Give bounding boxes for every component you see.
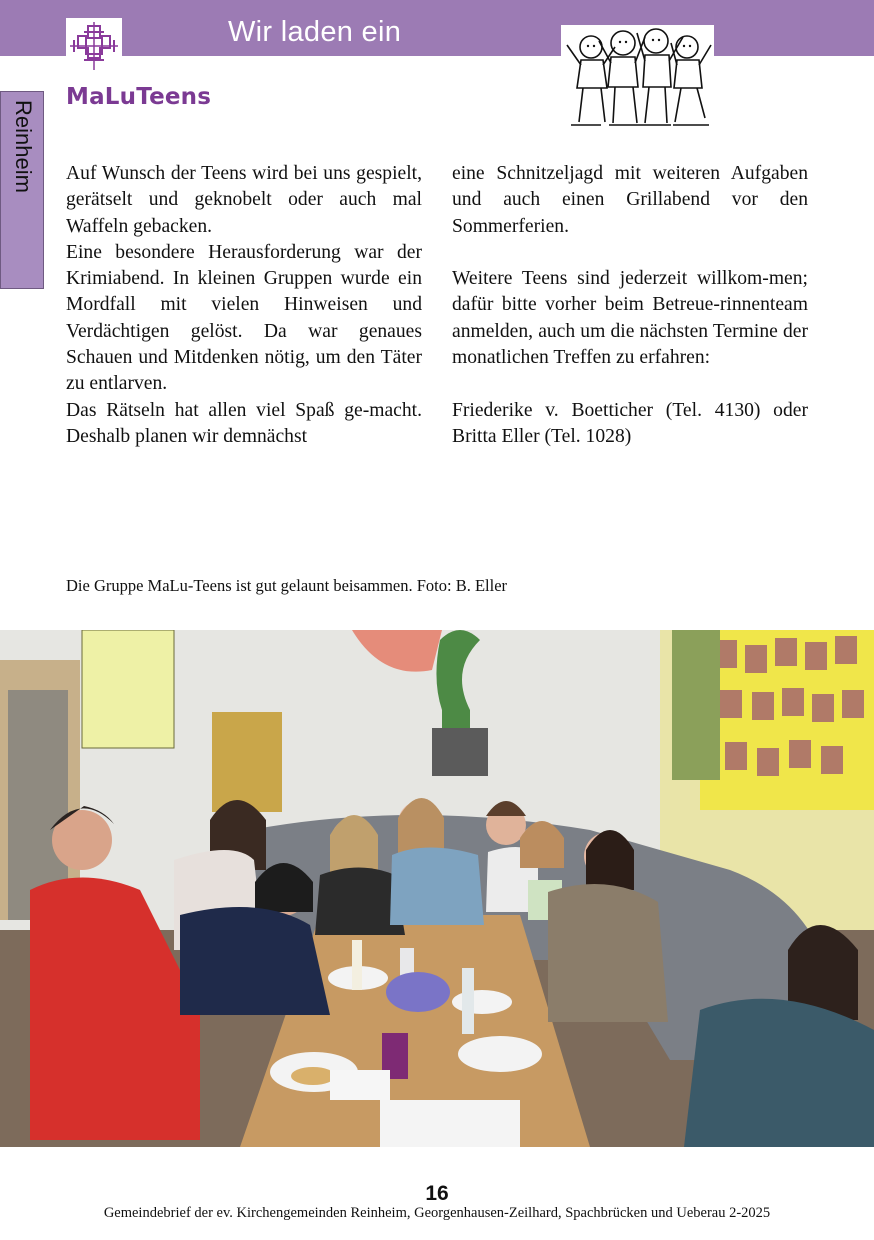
- paragraph: Eine besondere Herausforderung war der Krimiabend. In kleinen Gruppen wurde ein Mordfall mit vielen Hinweisen und Verdächtigen gelöst. Da war genaues Schauen und Mitdenken nötig, um den Täter zu entlarven.: [66, 241, 422, 395]
- paragraph: eine Schnitzeljagd mit weiteren Aufgaben und auch einen Grillabend vor den Sommerferien.: [452, 163, 808, 237]
- cheering-teens-cartoon: [561, 25, 714, 129]
- paragraph: Weitere Teens sind jederzeit willkom-men; dafür bitte vorher beim Betreue-rinnenteam anmelden, auch um die nächsten Termine der monatlichen Treffen zu erfahren:: [452, 268, 808, 369]
- photo-caption: Die Gruppe MaLu-Teens ist gut gelaunt beisammen. Foto: B. Eller: [66, 576, 508, 595]
- footer-text: Gemeindebrief der ev. Kirchengemeinden Reinheim, Georgenhausen-Zeilhard, Spachbrücken und Ueberau 2-2025: [103, 1205, 771, 1221]
- side-tab-label: Reinheim: [11, 100, 36, 193]
- side-tab: [0, 91, 44, 289]
- paragraph: Das Rätseln hat allen viel Spaß ge-macht. Deshalb planen wir demnächst: [66, 399, 422, 447]
- page-number: 16: [425, 1182, 449, 1205]
- header-title: Wir laden ein: [228, 16, 402, 48]
- text-column-right: [452, 161, 808, 450]
- church-cross-logo-icon: [66, 18, 122, 74]
- group-photo: [0, 630, 874, 1147]
- section-title: MaLuTeens: [66, 84, 212, 110]
- paragraph: Friederike v. Boetticher (Tel. 4130) oder Britta Eller (Tel. 1028): [452, 399, 808, 447]
- paragraph: Auf Wunsch der Teens wird bei uns gespielt, gerätselt und geknobelt oder auch mal Waffeln gebacken.: [66, 163, 422, 237]
- text-column-left: [66, 161, 422, 450]
- header-band: [0, 0, 874, 56]
